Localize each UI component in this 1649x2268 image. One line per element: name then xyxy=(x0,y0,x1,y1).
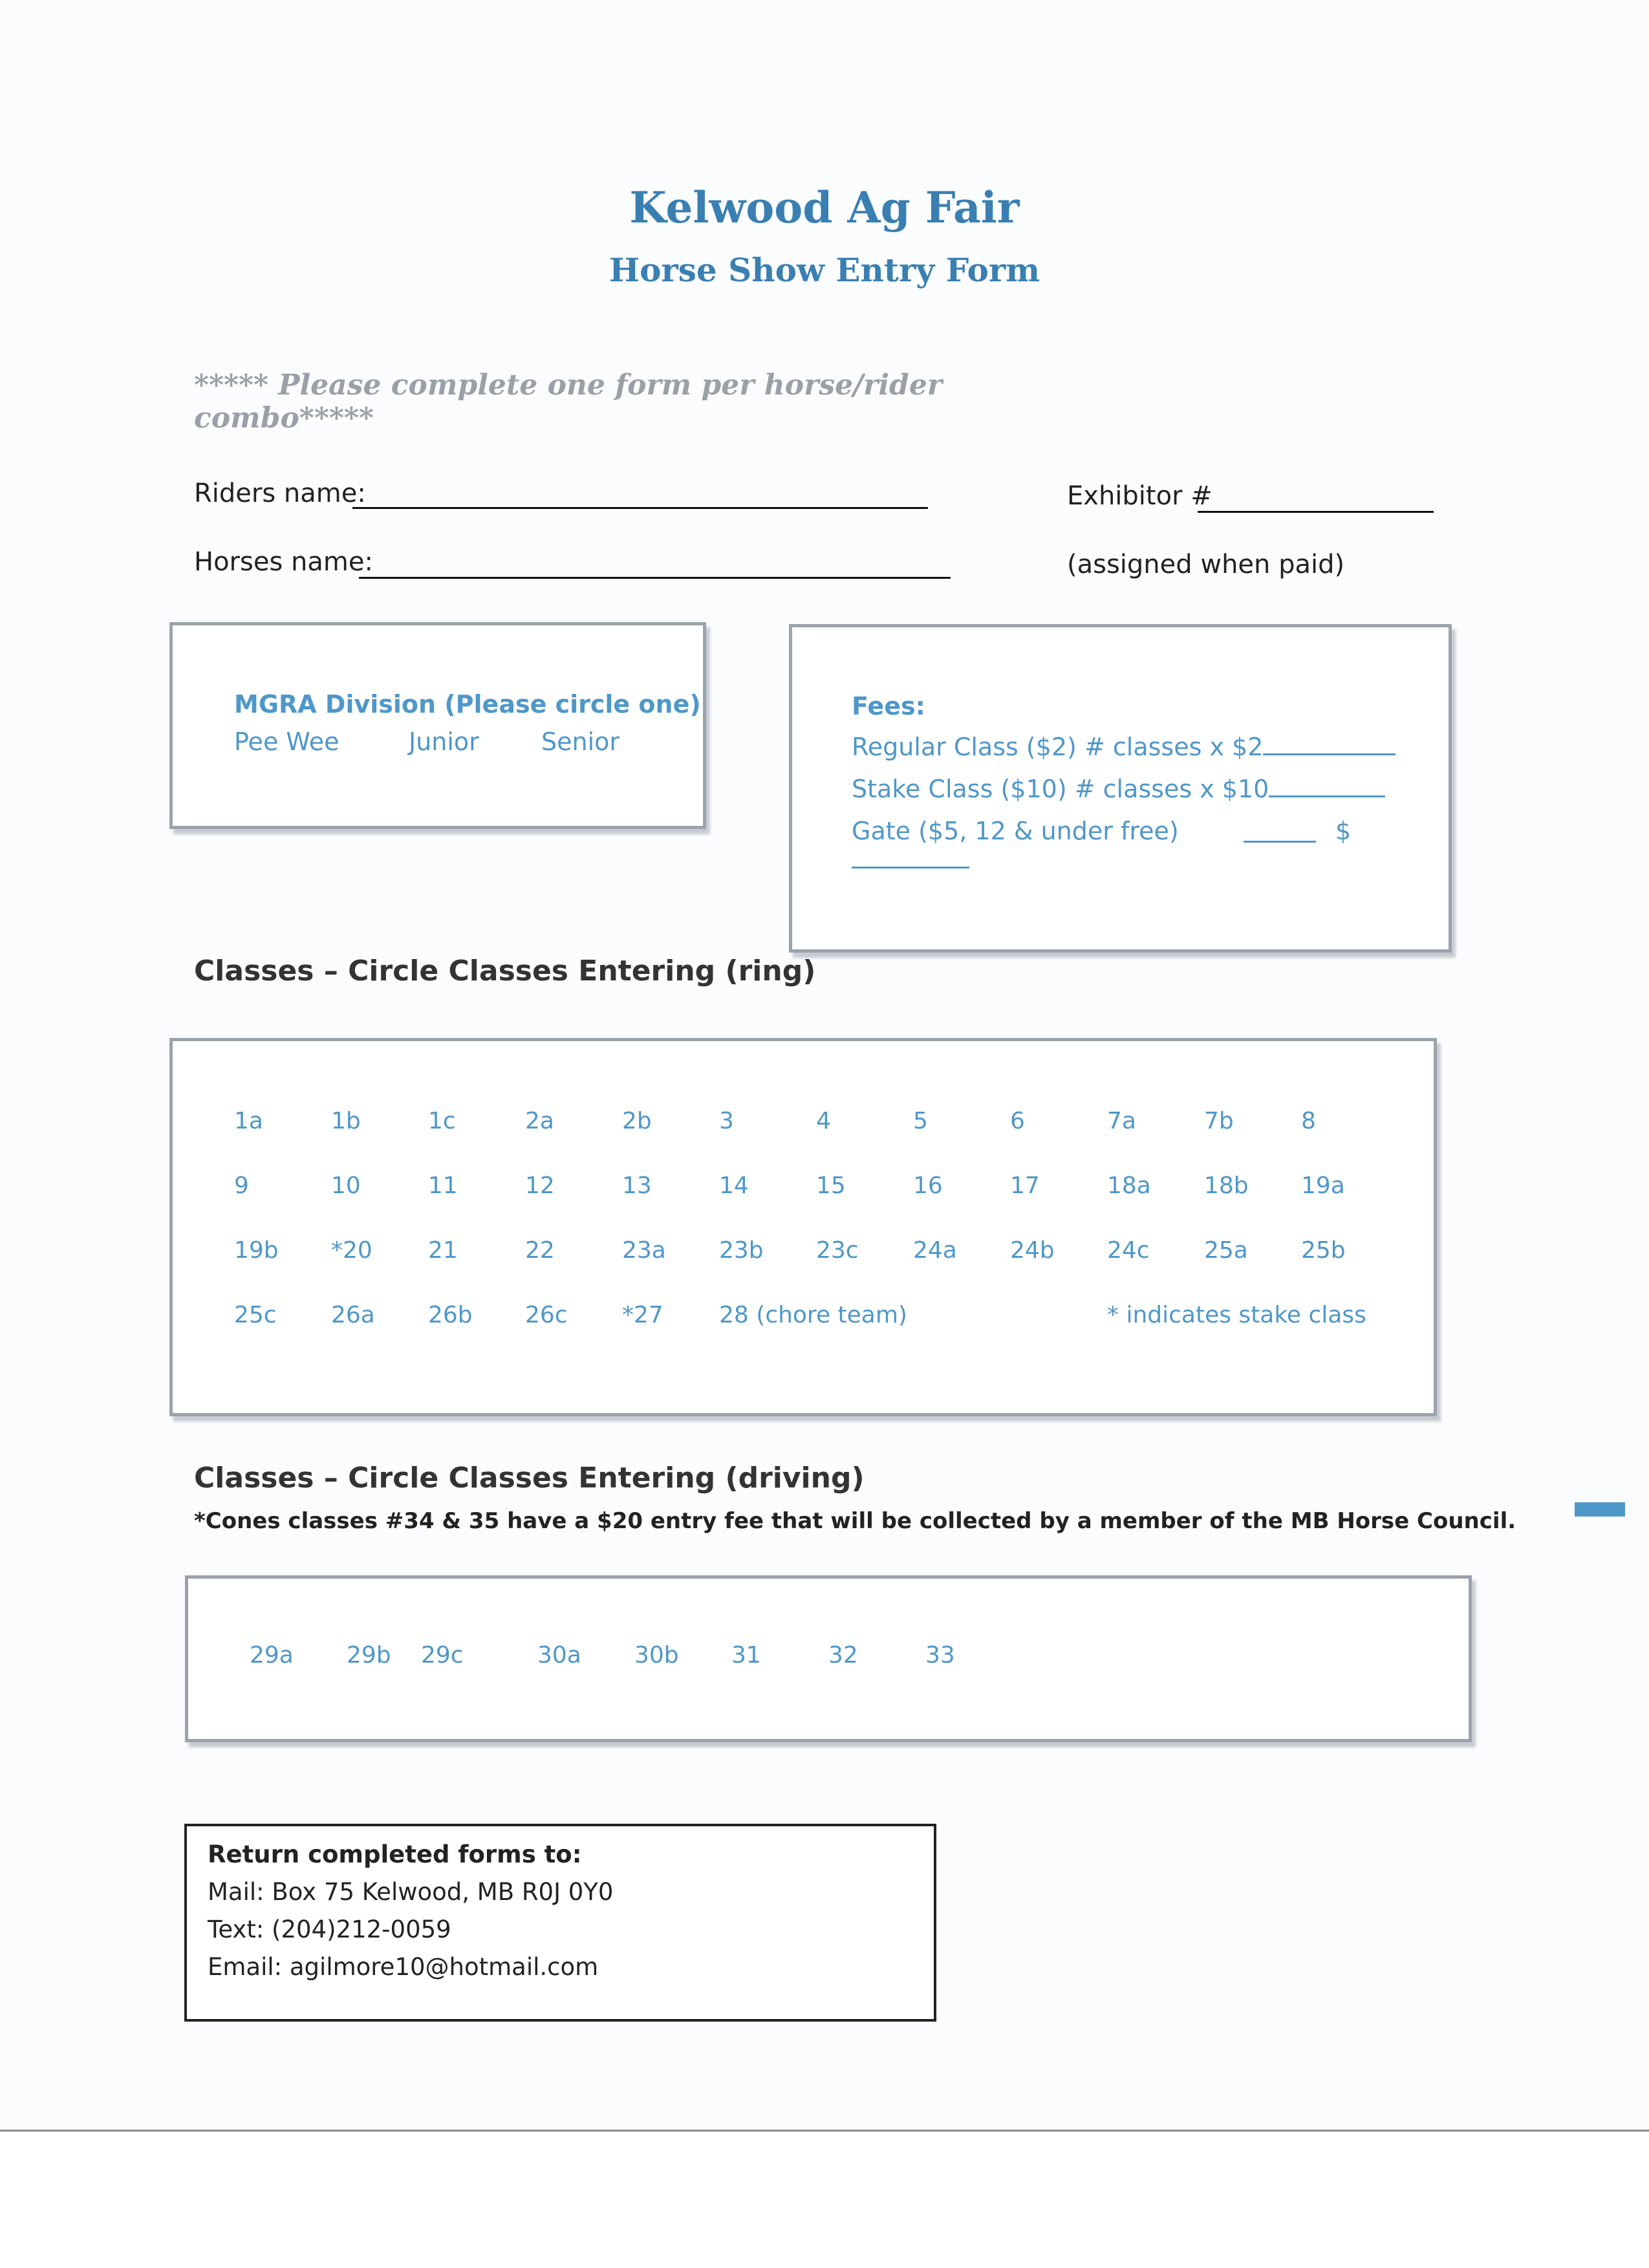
ring-classes-box xyxy=(169,1038,1437,1416)
class-12[interactable]: 12 xyxy=(525,1172,555,1199)
class-4[interactable]: 4 xyxy=(816,1108,831,1134)
return-email[interactable]: Email: agilmore10@hotmail.com xyxy=(208,1953,599,1981)
fees-regular-row xyxy=(852,733,1396,761)
return-info-box xyxy=(184,1824,936,2022)
fees-dollar-sign: $ xyxy=(1335,817,1352,845)
class-7a[interactable]: 7a xyxy=(1107,1108,1136,1134)
class-9[interactable]: 9 xyxy=(234,1172,249,1199)
division-box xyxy=(169,622,706,829)
page-edge xyxy=(0,2130,1649,2132)
class-26b[interactable]: 26b xyxy=(428,1302,473,1328)
fees-heading: Fees: xyxy=(852,692,925,720)
class-31[interactable]: 31 xyxy=(731,1642,761,1669)
edge-mark xyxy=(1575,1502,1625,1517)
division-option-senior[interactable]: Senior xyxy=(541,728,620,756)
class-29c[interactable]: 29c xyxy=(421,1642,464,1669)
class-22[interactable]: 22 xyxy=(525,1237,555,1264)
return-text: Text: (204)212-0059 xyxy=(208,1916,451,1943)
class-29b[interactable]: 29b xyxy=(347,1642,391,1669)
fees-regular-field[interactable] xyxy=(1263,734,1396,755)
class-23b[interactable]: 23b xyxy=(719,1237,764,1264)
class-19b[interactable]: 19b xyxy=(234,1237,279,1264)
class-20[interactable]: *20 xyxy=(331,1237,372,1264)
class-29a[interactable]: 29a xyxy=(250,1642,294,1669)
class-25a[interactable]: 25a xyxy=(1204,1237,1248,1264)
class-30a[interactable]: 30a xyxy=(537,1642,581,1669)
fees-gate-label: Gate ($5, 12 & under free) xyxy=(852,817,1179,845)
fees-stake-label: Stake Class ($10) # classes x $10 xyxy=(852,775,1269,803)
horses-name-label: Horses name: xyxy=(194,547,373,577)
class-18b[interactable]: 18b xyxy=(1204,1172,1249,1199)
class-3[interactable]: 3 xyxy=(719,1108,734,1134)
class-16[interactable]: 16 xyxy=(913,1172,943,1199)
class-7b[interactable]: 7b xyxy=(1204,1108,1234,1134)
driving-classes-box xyxy=(185,1575,1472,1742)
division-option-pee-wee[interactable]: Pee Wee xyxy=(234,728,339,756)
class-1a[interactable]: 1a xyxy=(234,1108,263,1134)
exhibitor-label: Exhibitor # xyxy=(1067,481,1212,511)
class-2b[interactable]: 2b xyxy=(622,1108,652,1134)
fees-stake-row xyxy=(852,775,1385,803)
return-mail: Mail: Box 75 Kelwood, MB R0J 0Y0 xyxy=(208,1878,614,1906)
fees-box xyxy=(789,624,1452,953)
ring-classes-heading: Classes – Circle Classes Entering (ring) xyxy=(194,955,816,988)
class-8[interactable]: 8 xyxy=(1301,1108,1316,1134)
class-25b[interactable]: 25b xyxy=(1301,1237,1346,1264)
class-33[interactable]: 33 xyxy=(925,1642,955,1669)
class-11[interactable]: 11 xyxy=(428,1172,458,1199)
class-19a[interactable]: 19a xyxy=(1301,1172,1345,1199)
division-option-junior[interactable]: Junior xyxy=(409,728,479,756)
cones-fee-note: *Cones classes #34 & 35 have a $20 entry fee that will be collected by a member of the MB Horse Council. xyxy=(194,1508,1516,1534)
class-17[interactable]: 17 xyxy=(1010,1172,1040,1199)
class-24c[interactable]: 24c xyxy=(1107,1237,1150,1264)
class-23a[interactable]: 23a xyxy=(622,1237,666,1264)
class-13[interactable]: 13 xyxy=(622,1172,652,1199)
exhibitor-number-field[interactable] xyxy=(1198,490,1434,513)
class-15[interactable]: 15 xyxy=(816,1172,846,1199)
riders-name-label: Riders name: xyxy=(194,479,366,508)
class-24b[interactable]: 24b xyxy=(1010,1237,1055,1264)
class-26a[interactable]: 26a xyxy=(331,1302,375,1328)
class-10[interactable]: 10 xyxy=(331,1172,361,1199)
horses-name-field[interactable] xyxy=(359,556,951,579)
division-heading: MGRA Division (Please circle one) xyxy=(234,690,701,718)
fees-stake-field[interactable] xyxy=(1269,776,1385,797)
form-title: Kelwood Ag Fair xyxy=(629,182,1020,233)
stake-class-note: * indicates stake class xyxy=(1107,1302,1366,1328)
class-27[interactable]: *27 xyxy=(622,1302,663,1328)
return-heading: Return completed forms to: xyxy=(208,1841,582,1868)
riders-name-field[interactable] xyxy=(352,486,928,509)
class-14[interactable]: 14 xyxy=(719,1172,749,1199)
class-1b[interactable]: 1b xyxy=(331,1108,361,1134)
class-21[interactable]: 21 xyxy=(428,1237,458,1264)
class-32[interactable]: 32 xyxy=(828,1642,858,1669)
class-28[interactable]: 28 (chore team) xyxy=(719,1302,907,1328)
class-6[interactable]: 6 xyxy=(1010,1108,1025,1134)
form-subtitle: Horse Show Entry Form xyxy=(609,251,1040,289)
class-24a[interactable]: 24a xyxy=(913,1237,957,1264)
class-5[interactable]: 5 xyxy=(913,1108,928,1134)
class-25c[interactable]: 25c xyxy=(234,1302,277,1328)
class-23c[interactable]: 23c xyxy=(816,1237,859,1264)
class-2a[interactable]: 2a xyxy=(525,1108,554,1134)
fees-regular-label: Regular Class ($2) # classes x $2 xyxy=(852,733,1264,761)
exhibitor-note: (assigned when paid) xyxy=(1067,550,1345,579)
fees-total-field[interactable] xyxy=(852,847,969,869)
instruction-notice: ***** Please complete one form per horse/rider combo***** xyxy=(194,369,942,435)
class-30b[interactable]: 30b xyxy=(634,1642,679,1669)
driving-classes-heading: Classes – Circle Classes Entering (driving) xyxy=(194,1462,865,1495)
class-18a[interactable]: 18a xyxy=(1107,1172,1151,1199)
class-1c[interactable]: 1c xyxy=(428,1108,456,1134)
fees-gate-field[interactable] xyxy=(1244,821,1316,843)
class-26c[interactable]: 26c xyxy=(525,1302,568,1328)
